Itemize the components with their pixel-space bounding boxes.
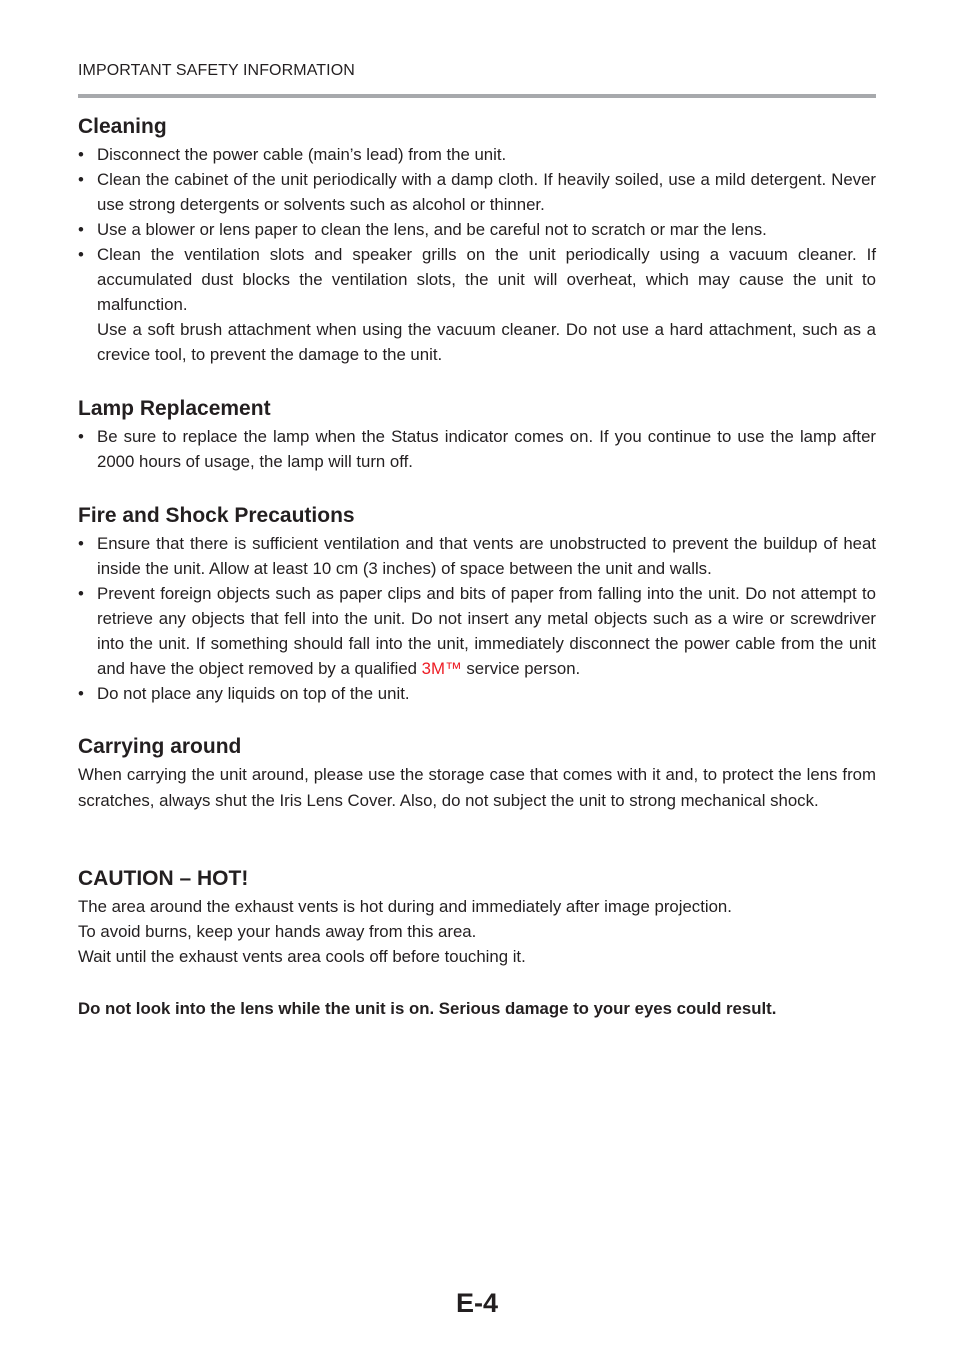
list-item: • Disconnect the power cable (main’s lead) from the unit.	[78, 142, 876, 167]
list-item: • Clean the ventilation slots and speaker grills on the unit periodically using a vacuum cleaner. If accumulated dust blocks the ventilation slots, the unit will overheat, which may cause the unit to malfunction.	[78, 242, 876, 317]
list-item: • Clean the cabinet of the unit periodically with a damp cloth. If heavily soiled, use a mild detergent. Never use strong detergents or solvents such as alcohol or thinner.	[78, 167, 876, 217]
header-rule	[78, 94, 876, 98]
list-item	[78, 581, 876, 681]
section-title-caution: CAUTION – HOT!	[78, 867, 249, 890]
list-item: • Do not place any liquids on top of the unit.	[78, 681, 876, 706]
paragraph-line: The area around the exhaust vents is hot during and immediately after image projection.	[78, 897, 732, 916]
list-item-continuation: Use a soft brush attachment when using the vacuum cleaner. Do not use a hard attachment, such as a crevice tool, to prevent the damage to the unit.	[97, 320, 876, 364]
running-header: IMPORTANT SAFETY INFORMATION	[78, 62, 355, 79]
list-item-text: service person.	[461, 659, 581, 678]
section-cleaning	[78, 114, 876, 367]
brand-name: 3M™	[421, 659, 462, 678]
section-fire-shock	[78, 503, 876, 706]
list-item: • Use a blower or lens paper to clean the lens, and be careful not to scratch or mar the lens.	[78, 217, 876, 242]
paragraph: When carrying the unit around, please use the storage case that comes with it and, to protect the lens from scratches, always shut the Iris Lens Cover. Also, do not subject the unit to strong mechanical shock.	[78, 765, 876, 810]
page-number: E-4	[455, 1288, 499, 1318]
cleaning-list	[78, 142, 876, 317]
section-carrying	[78, 734, 876, 813]
section-title-lamp: Lamp Replacement	[78, 397, 271, 420]
section-title-fire: Fire and Shock Precautions	[78, 504, 355, 527]
section-title-carrying: Carrying around	[78, 735, 242, 758]
list-item: • Be sure to replace the lamp when the Status indicator comes on. If you continue to use the lamp after 2000 hours of usage, the lamp will turn off.	[78, 424, 876, 474]
section-caution-hot	[78, 866, 876, 969]
eye-warning: Do not look into the lens while the unit is on. Serious damage to your eyes could result.	[78, 999, 777, 1018]
list-item: • Ensure that there is sufficient ventilation and that vents are unobstructed to prevent the buildup of heat inside the unit. Allow at least 10 cm (3 inches) of space between the unit and walls.	[78, 531, 876, 581]
paragraph-line: To avoid burns, keep your hands away from this area.	[78, 922, 477, 941]
fire-list	[78, 531, 876, 706]
list-item-text: Prevent foreign objects such as paper clips and bits of paper from falling into the unit. Do not attempt to retrieve any objects that fell into the unit. Do not insert any metal objects such as a wire or screwdriver into the unit. If something should fall into the unit, immediately disconnect the power cable from the unit and have the object removed by a qualified	[97, 584, 876, 678]
lamp-list	[78, 424, 876, 474]
section-title-cleaning: Cleaning	[78, 115, 167, 138]
paragraph-line: Wait until the exhaust vents area cools off before touching it.	[78, 947, 526, 966]
section-lamp-replacement	[78, 396, 876, 474]
